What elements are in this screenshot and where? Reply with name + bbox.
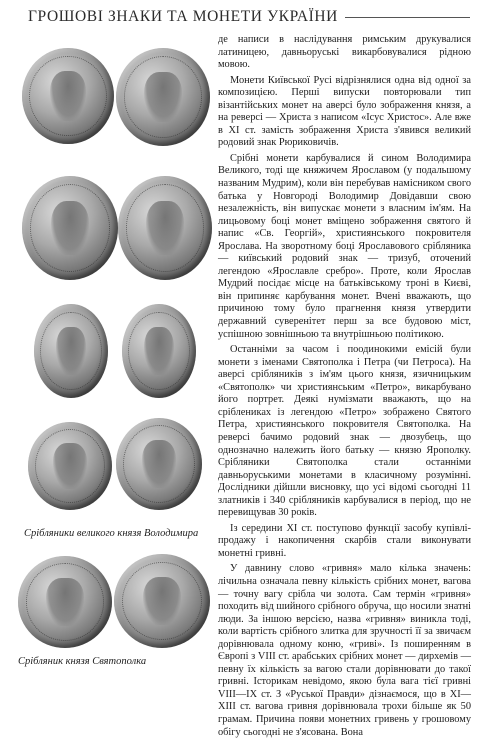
- paragraph: Срібні монети карбувалися й сином Володимира Великого, тоді ще княжичем Ярославом (у подальшому названим Мудрим), коли він перебував намісником свого батька у Новгороді Володимир Довідавши свою незалежність, він випускає монети з власним ім'ям. На лицьовому боці монет вміщено зображення святого й напис «Св. Георгій», християнського покровителя Ярослава. На зворотному боці Ярославового срібляника — київський родовий знак — тризуб, оточений легендою «Ярославле сребро». Проте, коли Ярослав Мудрий посідає місце на батьківському троні в Києві, він припиняє карбування монет. Вчені вважають, що причиною тому було прагнення князя утвердити державний суверенітет перш за все будовою міст, успішною зовнішньою та внутрішньою політикою.: [218, 152, 471, 340]
- header-rule: [345, 17, 470, 18]
- paragraph: де написи в наслідування римським друкувалися латиницею, давньоруські викарбовувалися рідною мовою.: [218, 34, 471, 71]
- body-text-column: [218, 34, 471, 738]
- paragraph: Останніми за часом і поодинокими емісій були монети з іменами Святополка і Петра (чи Петроса). На аверсі срібляників з ім'ям цього князя, язичницьким «Святополк» чи християнським «Петро», викарбувано його портрет. Деякі нумізмати вважають, що на сріблениках із легендою «Петро» зображено Святого Петра, християнського покровителя Святополка. На реверсі бачимо родовий знак — двозубець, що однозначно належить його батьку — князю Ярополку. Срібляники Святополка стали останніми давньоруськими монетами в класичному розумінні. Дослідники дійшли висновку, що усі відомі сьогодні 11 златників і 340 срібляників карбувалися в період, що не перевищував 30 років.: [218, 344, 471, 519]
- coin-image: [28, 422, 112, 510]
- paragraph: Монети Київської Русі відрізнялися одна від одної за композицією. Перші випуски повторювали тип візантійських монет на аверсі було зображення князя, а на реверсі — Христа з написом «Ісус Христос». Але вже в XI ст. замість зображення Христа з'явився великий родовий знак Рюриковичів.: [218, 74, 471, 149]
- coin-image: [116, 418, 202, 510]
- coin-image: [118, 176, 212, 280]
- page-header: [8, 6, 470, 28]
- coin-image: [114, 554, 210, 648]
- coin-image: [34, 304, 108, 398]
- paragraph: Із середини XI ст. поступово функції засобу купівлі-продажу і накопичення скарбів стали виконувати монетні гривні.: [218, 522, 471, 559]
- coin-image: [22, 48, 114, 144]
- figure-column: [8, 34, 213, 670]
- figure-caption: Срібляники великого князя Володимира: [24, 528, 199, 539]
- figure-caption: Срібляник князя Святополка: [18, 656, 147, 667]
- coin-image: [122, 304, 196, 398]
- coin-image: [18, 556, 112, 648]
- running-title: ГРОШОВІ ЗНАКИ ТА МОНЕТИ УКРАЇНИ: [28, 8, 338, 25]
- coin-image: [116, 48, 210, 146]
- coin-image: [22, 176, 118, 280]
- paragraph: У давнину слово «гривня» мало кілька значень: лічильна означала певну кількість срібних монет, вагова — точну вагу срібла чи золота. Сам термін «гривня» походить від шийного срібного обруча, що носили знатні люди. За іншою версією, назва «гривня» виникла тоді, коли вартість срібного злитка для зручності її за звичаєм дорівнювала одному коню, «гриві». Із поширенням в Європі з VIII ст. арабських срібних монет — дирхемів — певну їх кількість за вагою стали дорівнювати до такої гривні. Історикам невідомо, якою була вага тієї гривні VIII—IX ст. З «Руської Правди» дізнаємося, що в XI—XIII ст. вагова гривня дорівнювала трохи більше як 50 грамам. Причина появи монетних гривень у грошовому обігу сьогодні не з'ясована. Вона: [218, 563, 471, 738]
